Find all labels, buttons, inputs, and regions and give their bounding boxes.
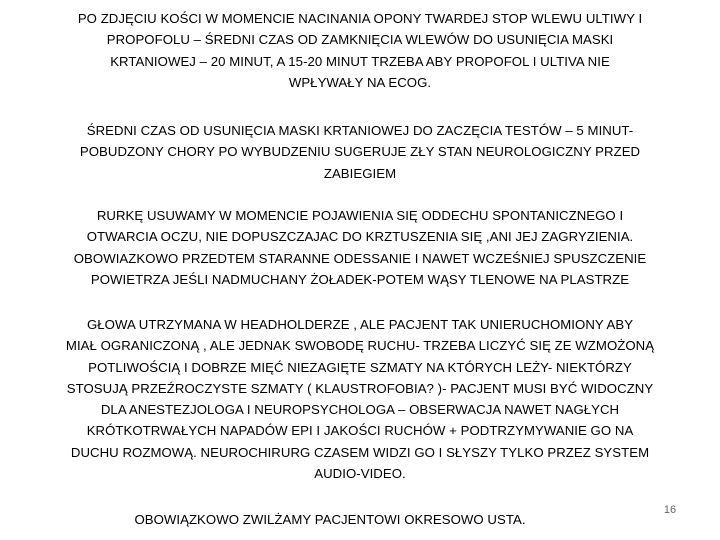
text-line: OBOWIĄZKOWO ZWILŻAMY PACJENTOWI OKRESOWO USTA. bbox=[134, 512, 526, 527]
page-number: 16 bbox=[663, 504, 677, 516]
text-line: DLA ANESTEZJOLOGA I NEUROPSYCHOLOGA – OBSERWACJA NAWET NAGŁYCH bbox=[100, 402, 620, 418]
text-line: PROPOFOLU – ŚREDNI CZAS OD ZAMKNIĘCIA WLEWÓW DO USUNIĘCIA MASKI bbox=[106, 32, 614, 48]
text-line: MIAŁ OGRANICZONĄ , ALE JEDNAK SWOBODĘ RUCHU- TRZEBA LICZYĆ SIĘ ZE WZMOŻONĄ bbox=[65, 338, 655, 354]
text-line: WPŁYWAŁY NA ECOG. bbox=[288, 74, 432, 90]
text-line: POBUDZONY CHORY PO WYBUDZENIU SUGERUJE ZŁY STAN NEUROLOGICZNY PRZED bbox=[79, 144, 641, 160]
text-line: POWIETRZA JEŚLI NADMUCHANY ŻOŁADEK-POTEM WĄSY TLENOWE NA PLASTRZE bbox=[90, 271, 630, 287]
text-line: OTWARCIA OCZU, NIE DOPUSZCZAJAC DO KRZTUSZENIA SIĘ ,ANI JEJ ZAGRYZIENIA. bbox=[86, 229, 634, 245]
paragraph-head-positioning bbox=[18, 314, 702, 484]
text-line: DUCHU ROZMOWĄ. NEUROCHIRURG CZASEM WIDZI GO I SŁYSZY TYLKO PRZEZ SYSTEM bbox=[70, 444, 650, 460]
text-line: ZABIEGIEM bbox=[323, 165, 397, 181]
text-line: STOSUJĄ PRZEŹROCZYSTE SZMATY ( KLAUSTROFOBIA? )- PACJENT MUSI BYĆ WIDOCZNY bbox=[66, 380, 654, 396]
text-line: OBOWIAZKOWO PRZEDTEM STARANNE ODESSANIE I NAWET WCZEŚNIEJ SPUSZCZENIE bbox=[73, 250, 647, 266]
text-line: KRÓTKOTRWAŁYCH NAPADÓW EPI I JAKOŚCI RUCHÓW + PODTRZYMYWANIE GO NA bbox=[86, 423, 634, 439]
text-line: ŚREDNI CZAS OD USUNIĘCIA MASKI KRTANIOWEJ DO ZACZĘCIA TESTÓW – 5 MINUT- bbox=[86, 123, 634, 138]
paragraph-propofol-timing bbox=[18, 8, 702, 93]
text-line: PO ZDJĘCIU KOŚCI W MOMENCIE NACINANIA OPONY TWARDEJ STOP WLEWU ULTIWY I bbox=[77, 11, 643, 26]
paragraph-tube-removal bbox=[18, 205, 702, 290]
text-line: POTLIWOŚCIĄ I DOBRZE MIĘĆ NIEZAGIĘTE SZMATY NA KTÓRYCH LEŻY- NIEKTÓRZY bbox=[88, 359, 632, 375]
paragraph-test-timing bbox=[18, 120, 702, 184]
text-line: RURKĘ USUWAMY W MOMENCIE POJAWIENIA SIĘ ODDECHU SPONTANICZNEGO I bbox=[96, 208, 624, 223]
text-line: KRTANIOWEJ – 20 MINUT, A 15-20 MINUT TRZEBA ABY PROPOFOL I ULTIVA NIE bbox=[110, 53, 610, 69]
text-line: AUDIO-VIDEO. bbox=[314, 466, 406, 482]
paragraph-lip-moistening bbox=[40, 509, 620, 530]
text-line: GŁOWA UTRZYMANA W HEADHOLDERZE , ALE PACJENT TAK UNIERUCHOMIONY ABY bbox=[86, 317, 634, 332]
